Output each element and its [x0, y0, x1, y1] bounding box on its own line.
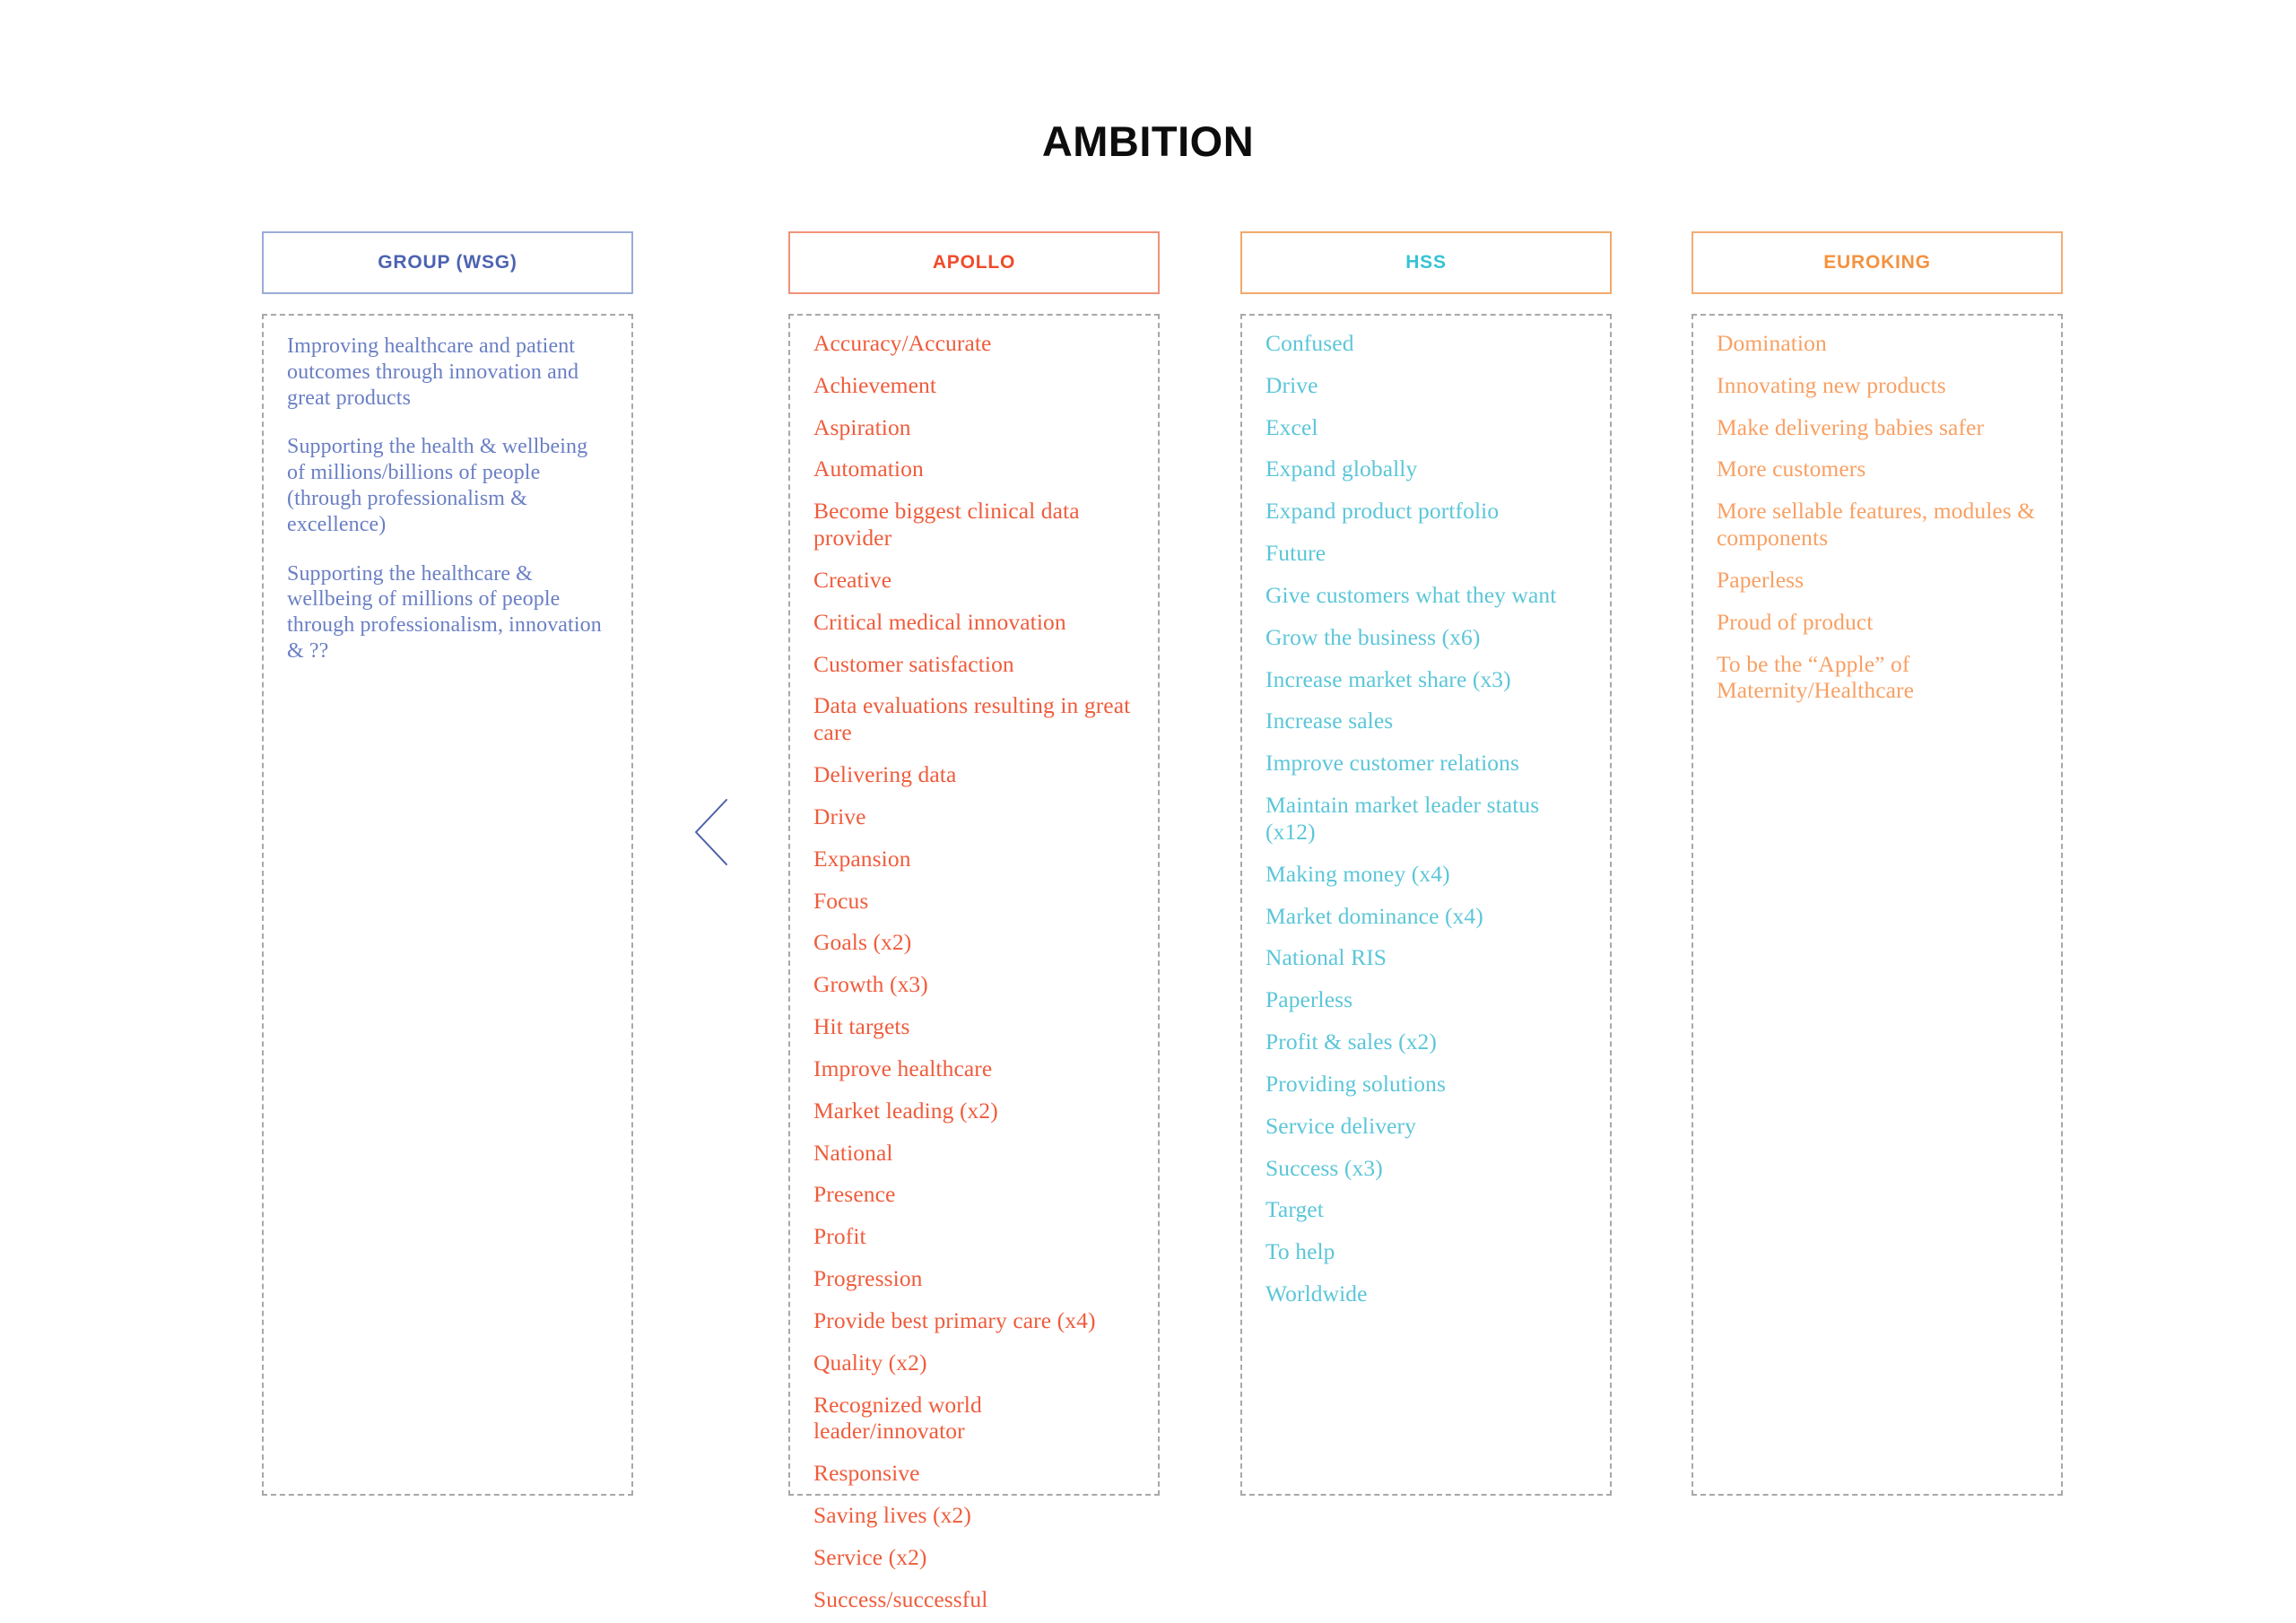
list-item: Progression	[813, 1265, 923, 1292]
list-item: Automation	[813, 456, 924, 482]
list-item: Improve healthcare	[813, 1055, 993, 1081]
list-item: Growth (x3)	[813, 971, 928, 998]
column-header-label: EUROKING	[1823, 252, 1931, 273]
list-item: Increase market share (x3)	[1265, 665, 1511, 692]
list-item: National	[813, 1139, 893, 1166]
list-item: Achievement	[813, 371, 937, 398]
list-item: Give customers what they want	[1265, 581, 1557, 608]
list-item: Target	[1265, 1196, 1324, 1223]
list-item: Responsive	[813, 1460, 920, 1487]
list-item: More sellable features, modules & components	[1717, 498, 2036, 551]
list-item: Improving healthcare and patient outcomes through innovation and great products	[287, 334, 579, 410]
list-item: Creative	[813, 566, 892, 593]
list-item: Goals (x2)	[813, 929, 912, 956]
list-item: Critical medical innovation	[813, 608, 1066, 635]
column-body-group-wsg	[262, 314, 633, 1496]
list-item: Accuracy/Accurate	[813, 330, 992, 356]
list-item: Domination	[1717, 330, 1827, 356]
column-header-group-wsg[interactable]	[262, 231, 633, 294]
list-item: Providing solutions	[1265, 1070, 1446, 1097]
list-item: Service delivery	[1265, 1112, 1416, 1139]
list-item: Paperless	[1265, 986, 1353, 1013]
list-item: Market dominance (x4)	[1265, 902, 1483, 929]
column-header-apollo[interactable]	[788, 231, 1160, 294]
list-item: Profit	[813, 1223, 866, 1250]
list-item: Increase sales	[1265, 707, 1394, 734]
list-item: Drive	[813, 803, 866, 829]
list-item: Maintain market leader status (x12)	[1265, 792, 1540, 845]
column-body-hss	[1240, 314, 1612, 1496]
page-title: AMBITION	[1041, 117, 1255, 165]
list-item: Quality (x2)	[813, 1349, 927, 1376]
list-item: Focus	[813, 887, 869, 914]
list-item: Improve customer relations	[1265, 750, 1520, 777]
list-item: Paperless	[1717, 566, 1805, 593]
column-body-euroking	[1692, 314, 2063, 1496]
list-item: Innovating new products	[1717, 371, 1946, 398]
list-item: Provide best primary care (x4)	[813, 1306, 1096, 1333]
column-header-hss[interactable]	[1240, 231, 1612, 294]
list-item: Aspiration	[813, 413, 911, 440]
list-item: Excel	[1265, 413, 1318, 440]
list-item: Profit & sales (x2)	[1265, 1028, 1437, 1055]
list-item: Expand globally	[1265, 456, 1418, 482]
list-item: Proud of product	[1717, 608, 1874, 635]
list-item: Supporting the health & wellbeing of millions/billions of people (through professionalism & excellence)	[287, 435, 588, 536]
list-item: Making money (x4)	[1265, 860, 1450, 887]
list-item: Worldwide	[1265, 1280, 1368, 1307]
list-item: Hit targets	[813, 1013, 910, 1040]
list-item: Future	[1265, 540, 1326, 567]
list-item: Success (x3)	[1265, 1154, 1383, 1181]
column-header-euroking[interactable]	[1692, 231, 2063, 294]
list-item: Grow the business (x6)	[1265, 623, 1481, 650]
list-item: To help	[1265, 1238, 1335, 1265]
column-body-apollo	[788, 314, 1160, 1612]
list-item: More customers	[1717, 456, 1866, 482]
list-item: Presence	[813, 1181, 896, 1208]
list-item: Expansion	[813, 845, 911, 872]
list-item: To be the “Apple” of Maternity/Healthcare	[1717, 650, 1915, 704]
column-apollo	[788, 231, 1160, 1612]
list-item: Recognized world leader/innovator	[813, 1391, 982, 1445]
list-item: Confused	[1265, 330, 1354, 356]
list-item: Saving lives (x2)	[813, 1502, 971, 1529]
list-item: Service (x2)	[813, 1543, 927, 1570]
list-item: Delivering data	[813, 761, 957, 788]
list-item: Success/successful	[813, 1585, 988, 1612]
list-item: Data evaluations resulting in great care	[813, 692, 1131, 746]
column-header-label: HSS	[1405, 252, 1447, 273]
ambition-columns-board	[262, 231, 2090, 1612]
list-item: Become biggest clinical data provider	[813, 498, 1080, 551]
list-item: Customer satisfaction	[813, 650, 1014, 677]
column-header-label: GROUP (WSG)	[378, 252, 517, 273]
column-group-wsg	[262, 231, 633, 1496]
column-header-label: APOLLO	[932, 252, 1016, 273]
column-hss	[1240, 231, 1612, 1496]
list-item: National RIS	[1265, 944, 1387, 971]
list-item: Make delivering babies safer	[1717, 413, 1985, 440]
list-item: Expand product portfolio	[1265, 498, 1500, 525]
chevron-left-icon[interactable]	[691, 796, 732, 868]
list-item: Drive	[1265, 371, 1318, 398]
list-item: Market leading (x2)	[813, 1097, 998, 1124]
column-euroking	[1692, 231, 2063, 1496]
list-item: Supporting the healthcare & wellbeing of millions of people through professionalism, innovation & ??	[287, 561, 602, 663]
